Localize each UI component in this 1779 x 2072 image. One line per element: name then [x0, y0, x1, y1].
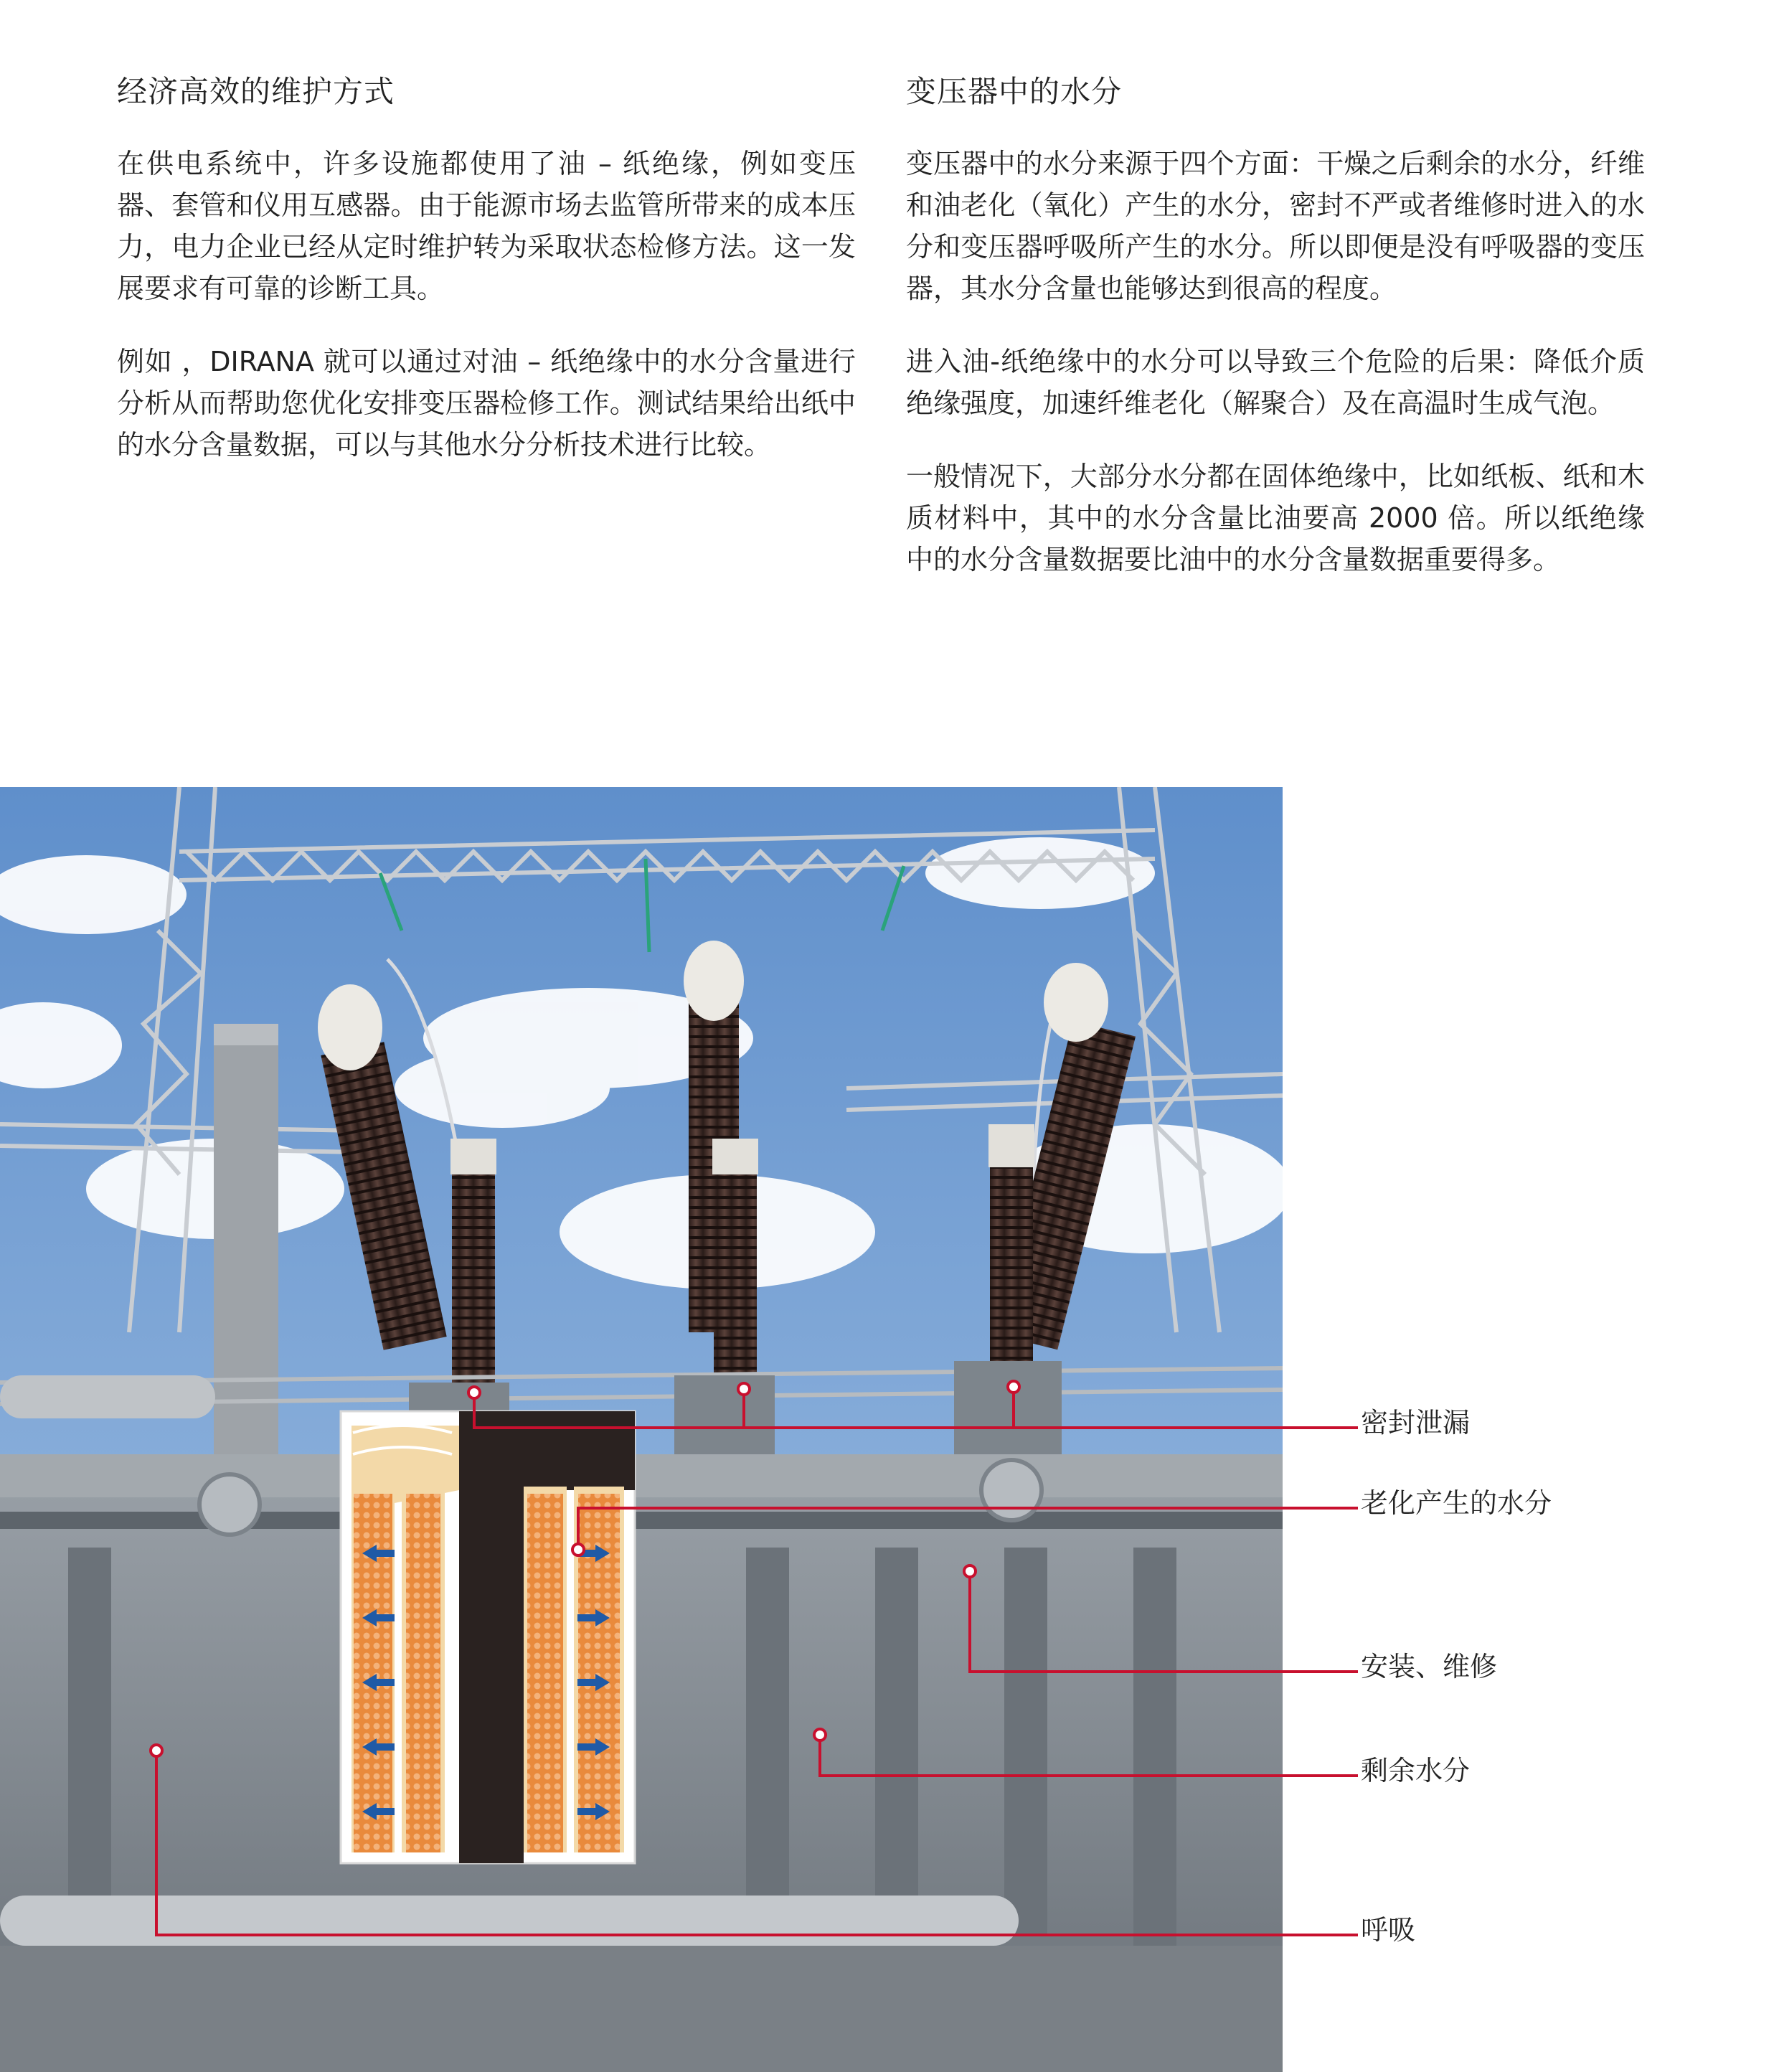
callout-aging-moisture: 老化产生的水分	[1361, 1487, 1552, 1519]
left-paragraph-1: 在供电系统中，许多设施都使用了油 – 纸绝缘，例如变压器、套管和仪用互感器。由于能源市场去监管所带来的成本压力，电力企业已经从定时维护转为采取状态检修方法。这一发展要求有可靠的诊断工具。	[117, 148, 856, 304]
right-column	[906, 68, 1645, 612]
left-column	[117, 68, 856, 497]
left-paragraph-2: 例如 ，DIRANA 就可以通过对油 – 纸绝缘中的水分含量进行分析从而帮助您优化安排变压器检修工作。测试结果给出纸中的水分含量数据，可以与其他水分分析技术进行比较。	[117, 346, 856, 461]
left-heading: 经济高效的维护方式	[117, 74, 395, 109]
right-paragraph-1: 变压器中的水分来源于四个方面：干燥之后剩余的水分，纤维和油老化（氧化）产生的水分，密封不严或者维修时进入的水分和变压器呼吸所产生的水分。所以即便是没有呼吸器的变压器，其水分含量也能够达到很高的程度。	[906, 148, 1645, 304]
callout-residual-moisture: 剩余水分	[1361, 1755, 1471, 1786]
callout-seal-leak: 密封泄漏	[1361, 1407, 1471, 1438]
winding-cutaway-inset	[341, 1411, 635, 1863]
right-paragraph-3: 一般情况下，大部分水分都在固体绝缘中，比如纸板、纸和木质材料中，其中的水分含量比油要高 2000 倍。所以纸绝缘中的水分含量数据要比油中的水分含量数据重要得多。	[906, 461, 1645, 575]
callout-installation-maintenance: 安装、维修	[1361, 1651, 1498, 1682]
transformer-illustration	[0, 787, 1283, 2072]
right-heading: 变压器中的水分	[906, 74, 1123, 109]
callout-breathing: 呼吸	[1361, 1914, 1416, 1946]
transformer-photo	[0, 787, 1283, 2072]
right-paragraph-2: 进入油-纸绝缘中的水分可以导致三个危险的后果：降低介质绝缘强度，加速纤维老化（解聚合）及在高温时生成气泡。	[906, 346, 1645, 419]
